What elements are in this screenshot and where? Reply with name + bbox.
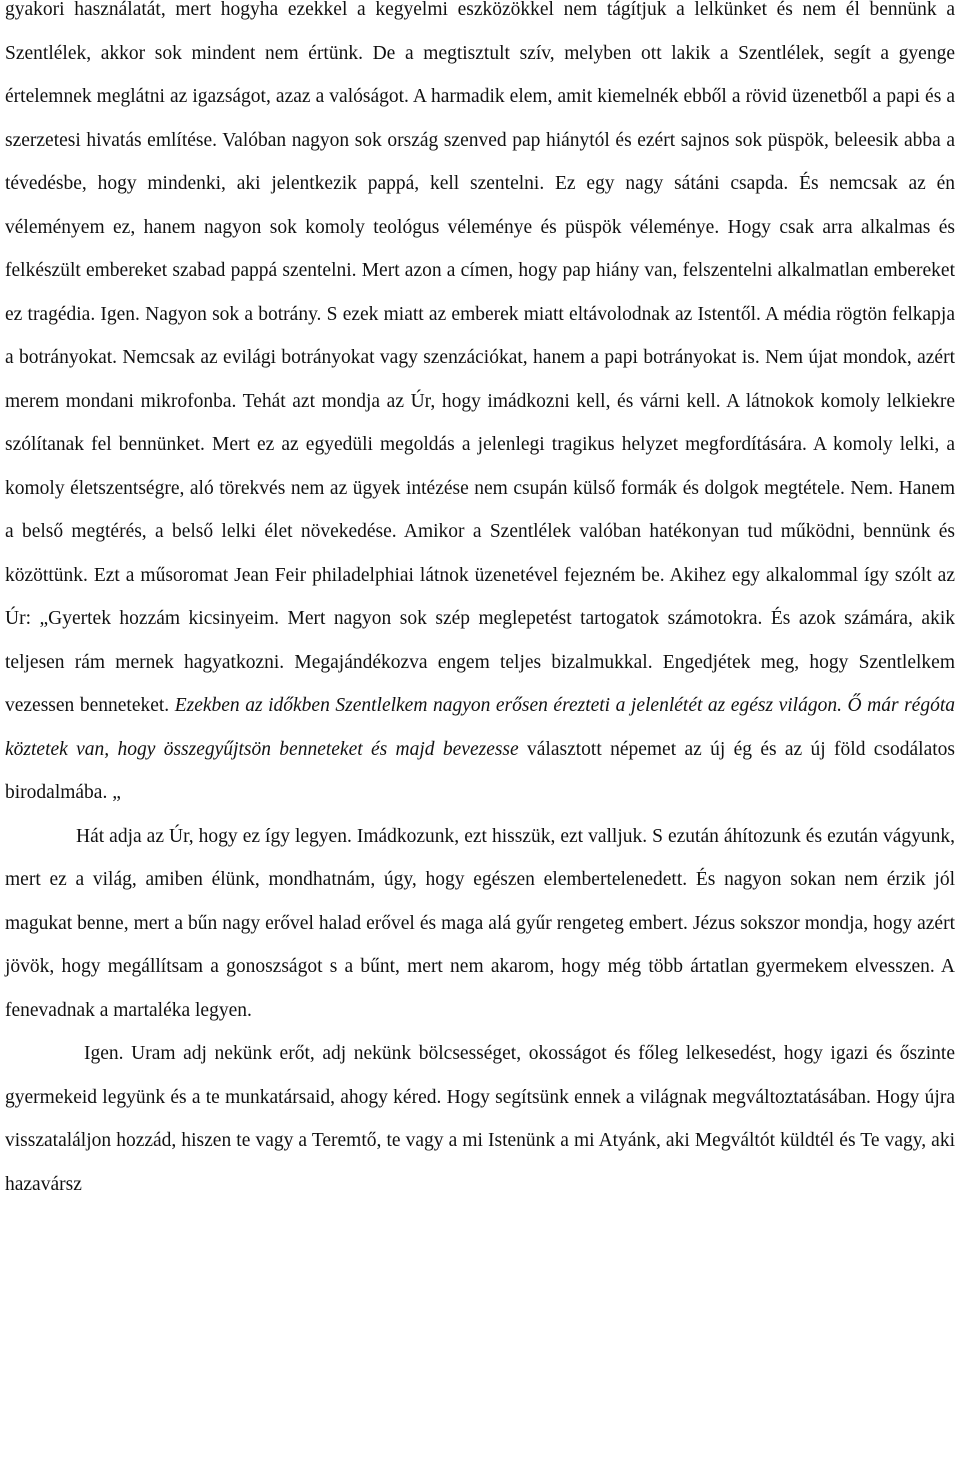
paragraph-3: [5, 1032, 955, 1206]
paragraph-3-text: Igen. Uram adj nekünk erőt, adj nekünk bölcsességet, okosságot és főleg lelkesedést, hogy igazi és őszinte gyermekeid legyünk és a te munkatársaid, ahogy kéred. Hogy segítsünk ennek a világnak megváltoztatásában. Hogy újra visszataláljon hozzád, hiszen te vagy a Teremtő, te vagy a mi Istenünk a mi Atyánk, aki Megváltót küldtél és Te vagy, aki hazavársz: [5, 1043, 955, 1195]
paragraph-1-closing-text: választott népemet az új ég és az új föld csodálatos birodalmába. „: [5, 738, 955, 803]
paragraph-1: [5, 0, 955, 815]
paragraph-2-text: Hát adja az Úr, hogy ez így legyen. Imádkozunk, ezt hisszük, ezt valljuk. S ezután áhítozunk és ezután vágyunk, mert ez a világ, amiben élünk, mondhatnám, úgy, hogy egészen elembertelenedett. És nagyon sokan nem érzik jól magukat benne, mert a bűn nagy erővel halad erővel és maga alá gyűr rengeteg embert. Jézus sokszor mondja, hogy azért jövök, hogy megállítsam a gonoszságot s a bűnt, mert nem akarom, hogy még több ártatlan gyermekem elvesszen. A fenevadnak a martaléka legyen.: [5, 825, 955, 1021]
paragraph-1-italic-quote: Ezekben az időkben Szentlelkem nagyon erősen érezteti a jelenlétét az egész világon. Ő már régóta köztetek van, hogy összegyűjtsön benneteket és majd bevezesse: [5, 695, 955, 760]
paragraph-2: [5, 815, 955, 1033]
paragraph-1-text: gyakori használatát, mert hogyha ezekkel a kegyelmi eszközökkel nem tágítjuk a lelkünket és nem él bennünk a Szentlélek, akkor sok mindent nem értünk. De a megtisztult szív, melyben ott lakik a Szentlélek, segít a gyenge értelemnek meglátni az igazságot, azaz a valóságot. A harmadik elem, amit kiemelnék ebből a rövid üzenetből a papi és a szerzetesi hivatás említése. Valóban nagyon sok ország szenved pap hiánytól és ezért sajnos sok püspök, beleesik abba a tévedésbe, hogy mindenki, aki jelentkezik pappá, kell szentelni. Ez egy nagy sátáni csapda. És nemcsak az én véleményem ez, hanem nagyon sok komoly teológus véleménye és püspök véleménye. Hogy csak arra alkalmas és felkészült embereket szabad pappá szentelni. Mert azon a címen, hogy pap hiány van, felszentelni alkalmatlan embereket ez tragédia. Igen. Nagyon sok a botrány. S ezek miatt az emberek miatt eltávolodnak az Istentől. A média rögtön felkapja a botrányokat. Nemcsak az evilági botrányokat vagy szenzációkat, hanem a papi botrányokat is. Nem újat mondok, azért merem mondani mikrofonba. Tehát azt mondja az Úr, hogy imádkozni kell, és várni kell. A látnokok komoly lelkiekre szólítanak fel bennünket. Mert ez az egyedüli megoldás a jelenlegi tragikus helyzet megfordítására. A komoly lelki, a komoly életszentségre, aló törekvés nem az ügyek intézése nem csupán külső formák és dolgok megtétele. Nem. Hanem a belső megtérés, a belső lelki élet növekedése. Amikor a Szentlélek valóban hatékonyan tud működni, bennünk és közöttünk. Ezt a műsoromat Jean Feir philadelphiai látnok üzenetével fejezném be. Akihez egy alkalommal így szólt az Úr: „Gyertek hozzám kicsinyeim. Mert nagyon sok szép meglepetést tartogatok számotokra. És azok számára, akik teljesen rám mernek hagyatkozni. Megajándékozva engem teljes bizalmukkal. Engedjétek meg, hogy Szentlelkem vezessen benneteket.: [5, 0, 955, 716]
